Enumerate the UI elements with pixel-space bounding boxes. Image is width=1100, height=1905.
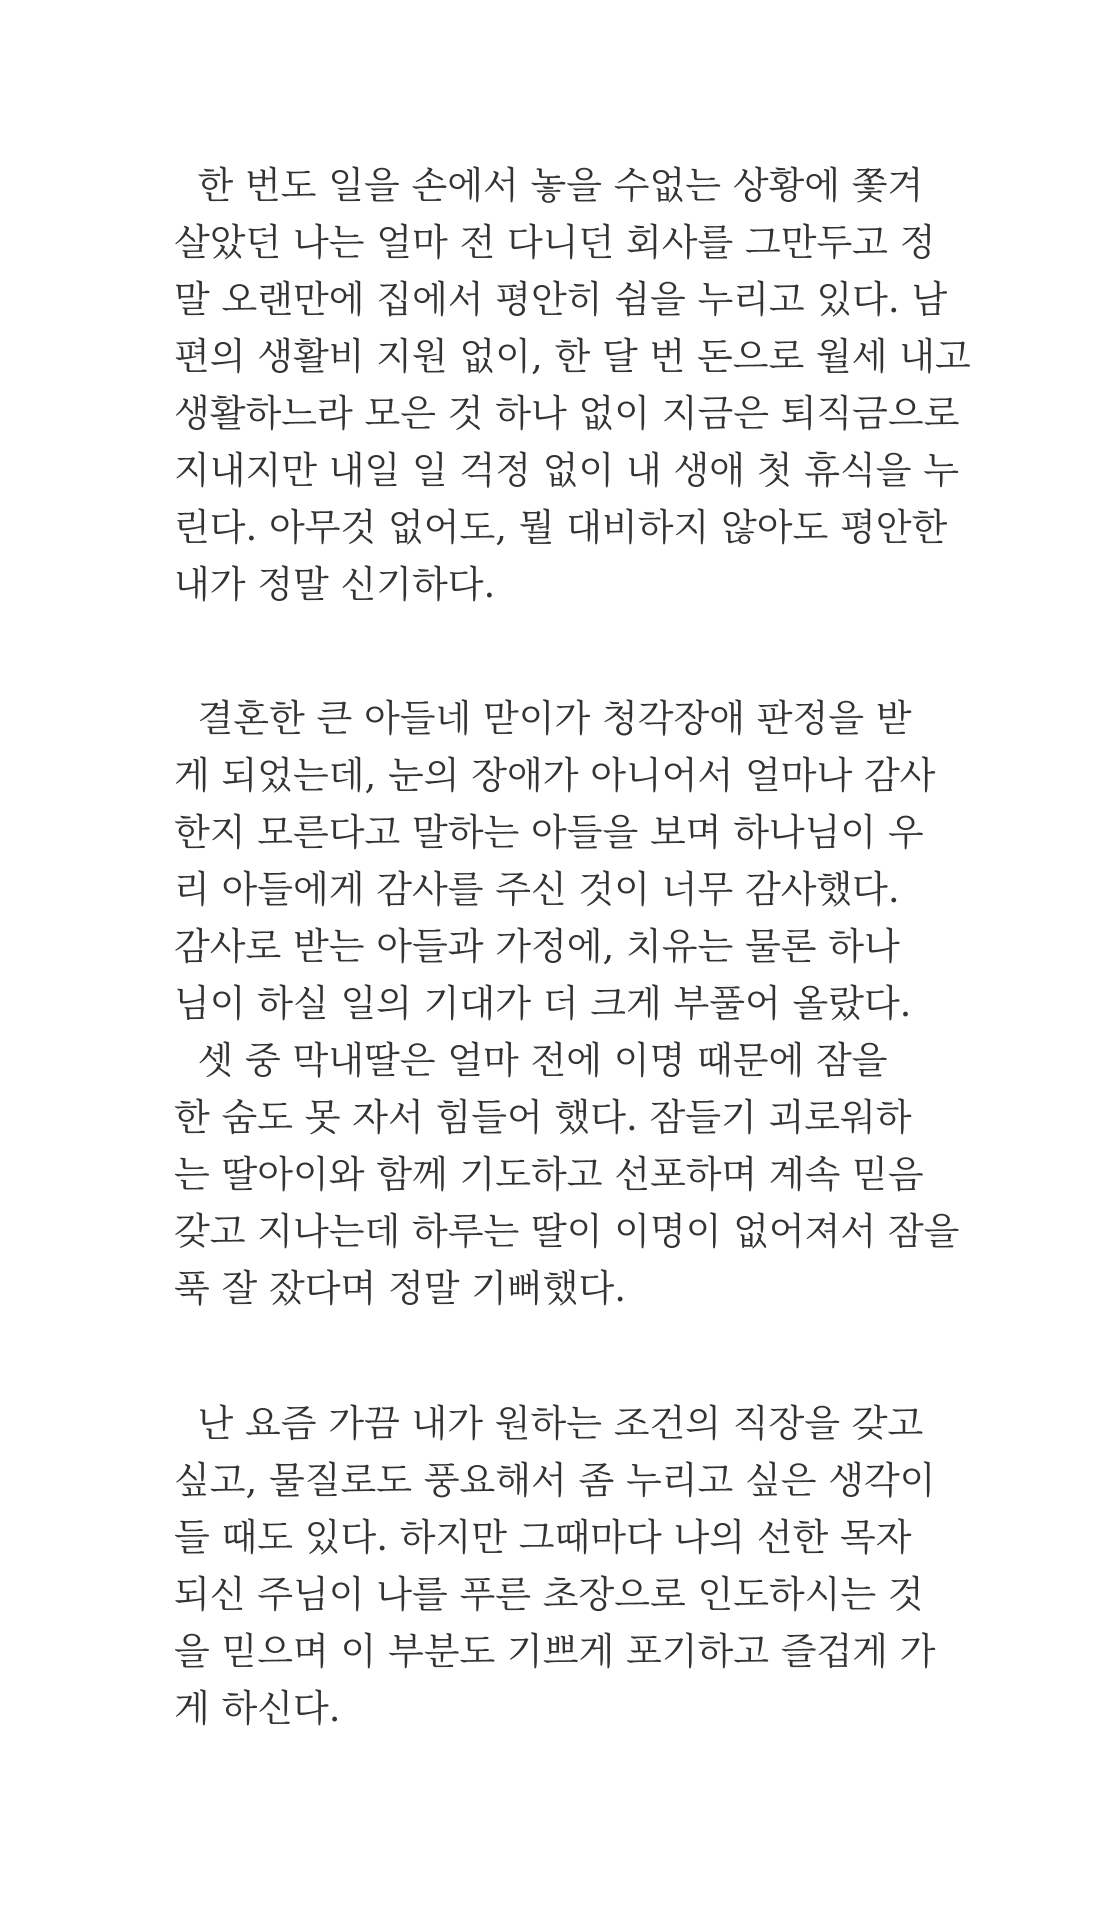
paragraph-2 bbox=[174, 690, 960, 1317]
text-line: 싶고, 물질로도 풍요해서 좀 누리고 싶은 생각이 bbox=[174, 1459, 936, 1502]
text-line: 살았던 나는 얼마 전 다니던 회사를 그만두고 정 bbox=[174, 221, 936, 264]
text-line: 는 딸아이와 함께 기도하고 선포하며 계속 믿음 bbox=[174, 1153, 924, 1196]
text-line: 생활하느라 모은 것 하나 없이 지금은 퇴직금으로 bbox=[174, 392, 960, 435]
text-line: 푹 잘 잤다며 정말 기뻐했다. bbox=[174, 1267, 626, 1310]
text-line: 게 하신다. bbox=[174, 1687, 341, 1730]
text-line: 셋 중 막내딸은 얼마 전에 이명 때문에 잠을 bbox=[174, 1039, 888, 1082]
text-line: 감사로 받는 아들과 가정에, 치유는 물론 하나 bbox=[174, 925, 900, 968]
text-line: 리 아들에게 감사를 주신 것이 너무 감사했다. bbox=[174, 868, 900, 911]
paragraph-3 bbox=[174, 1395, 934, 1737]
text-line: 결혼한 큰 아들네 맏이가 청각장애 판정을 받 bbox=[174, 697, 912, 740]
text-line: 님이 하실 일의 기대가 더 크게 부풀어 올랐다. bbox=[174, 982, 912, 1025]
text-line: 되신 주님이 나를 푸른 초장으로 인도하시는 것 bbox=[174, 1573, 924, 1616]
text-line: 편의 생활비 지원 없이, 한 달 번 돈으로 월세 내고 bbox=[174, 335, 971, 378]
text-line: 지내지만 내일 일 걱정 없이 내 생애 첫 휴식을 누 bbox=[174, 449, 959, 492]
text-line: 갖고 지나는데 하루는 딸이 이명이 없어져서 잠을 bbox=[174, 1210, 960, 1253]
text-line: 한 숨도 못 자서 힘들어 했다. 잠들기 괴로워하 bbox=[174, 1096, 912, 1139]
text-line: 내가 정말 신기하다. bbox=[174, 563, 496, 606]
text-line: 게 되었는데, 눈의 장애가 아니어서 얼마나 감사 bbox=[174, 754, 936, 797]
text-line: 한 번도 일을 손에서 놓을 수없는 상황에 쫓겨 bbox=[174, 164, 924, 207]
text-line: 한지 모른다고 말하는 아들을 보며 하나님이 우 bbox=[174, 811, 924, 854]
text-line: 린다. 아무것 없어도, 뭘 대비하지 않아도 평안한 bbox=[174, 506, 948, 549]
text-line: 말 오랜만에 집에서 평안히 쉼을 누리고 있다. 남 bbox=[174, 278, 948, 321]
paragraph-1 bbox=[174, 157, 971, 613]
text-line: 을 믿으며 이 부분도 기쁘게 포기하고 즐겁게 가 bbox=[174, 1630, 936, 1673]
text-line: 들 때도 있다. 하지만 그때마다 나의 선한 목자 bbox=[174, 1516, 912, 1559]
text-line: 난 요즘 가끔 내가 원하는 조건의 직장을 갖고 bbox=[174, 1402, 924, 1445]
